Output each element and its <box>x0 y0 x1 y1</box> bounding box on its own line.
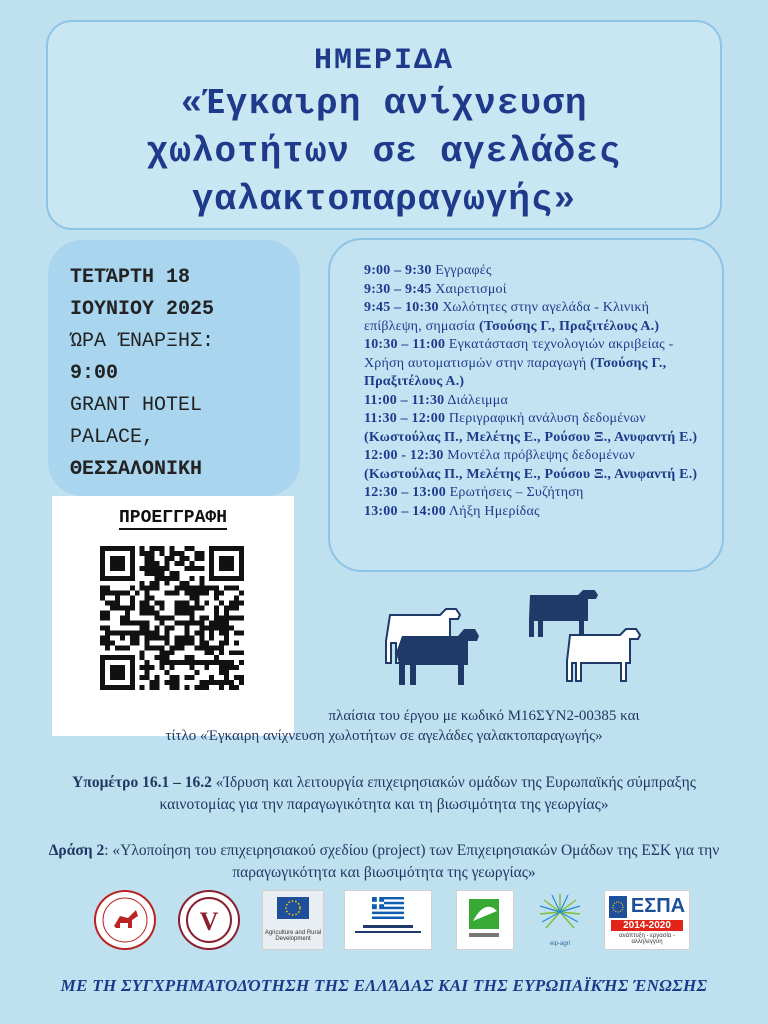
espa-tagline: ανάπτυξη - εργασία - αλληλεγγύη <box>619 933 675 945</box>
espa-logo <box>604 890 690 950</box>
eip-agri-logo <box>534 890 586 950</box>
university-thessaly-logo <box>94 890 156 950</box>
submeasure-text: «Ίδρυση και λειτουργία επιχειρησιακών ομάδων της Ευρωπαϊκής σύμπραξης καινοτομίας για την παραγωγικότητα και τη βιωσιμότητα της γεωργίας» <box>159 774 696 813</box>
event-day: ΤΕΤΆΡΤΗ 18 <box>70 266 191 289</box>
cow-outline-icon <box>567 629 640 681</box>
venue-line1: GRANT HOTEL <box>70 394 203 417</box>
espa-title: ΕΣΠΑ <box>630 895 686 917</box>
project-info <box>40 706 728 746</box>
espa-years: 2014-2020 <box>611 920 683 931</box>
event-title-line2: χωλοτήτων σε αγελάδες <box>146 131 622 172</box>
project-line1: πλαίσια του έργου με κωδικό Μ16ΣΥΝ2-00385 και <box>328 708 640 724</box>
schedule-item: 11:30 – 12:00 Περιγραφική ανάλυση δεδομένων (Κωστούλας Π., Μελέτης Ε., Ρούσου Ξ., Ανυφαντή Ε.) <box>364 411 698 445</box>
start-time: 9:00 <box>70 362 119 385</box>
eip-agri-text: eip-agri <box>549 941 570 947</box>
schedule-item: 9:00 – 9:30 Εγγραφές <box>364 263 492 278</box>
schedule-item: 12:30 – 13:00 Ερωτήσεις – Συζήτηση <box>364 485 584 500</box>
action-label: Δράση 2 <box>48 842 105 859</box>
eu-agriculture-text: Agriculture and Rural Development <box>264 930 322 942</box>
veterinary-school-logo <box>178 890 240 950</box>
date-venue-box <box>48 240 300 496</box>
rural-development-programme-logo <box>456 890 514 950</box>
registration-panel <box>52 496 294 736</box>
event-heading: ΗΜΕΡΙΔΑ <box>313 44 455 78</box>
event-month-year: ΙΟΥΝΙΟΥ 2025 <box>70 298 215 321</box>
hellenic-ministry-logo <box>344 890 432 950</box>
project-line2: τίτλο «Έγκαιρη ανίχνευση χωλοτήτων σε αγελάδες γαλακτοπαραγωγής» <box>165 728 603 744</box>
cofinancing-footer: ΜΕ ΤΗ ΣΥΓΧΡΗΜΑΤΟΔΌΤΗΣΗ ΤΗΣ ΕΛΛΆΔΑΣ ΚΑΙ ΤΗΣ ΕΥΡΩΠΑΪΚΉΣ ΈΝΩΣΗΣ <box>60 976 708 995</box>
schedule-item: 13:00 – 14:00 Λήξη Ημερίδας <box>364 503 540 519</box>
schedule-item: 12:00 - 12:30 Μοντέλα πρόβλεψης δεδομένων (Κωστούλας Π., Μελέτης Ε., Ρούσου Ξ., Ανυφαντή Ε.) <box>364 448 698 482</box>
registration-label: ΠΡΟΕΓΓΡΑΦΗ <box>118 508 228 528</box>
svg-text:V: V <box>199 907 219 936</box>
eu-flag-icon <box>609 896 627 918</box>
submeasure-label: Υπομέτρο 16.1 – 16.2 <box>72 774 212 791</box>
cow-filled-icon <box>529 590 598 637</box>
cows-illustration <box>380 590 650 690</box>
schedule-item: 9:30 – 9:45 Χαιρετισμοί <box>364 281 507 297</box>
event-title-line1: «Έγκαιρη ανίχνευση <box>180 83 588 124</box>
registration-qr-code[interactable] <box>100 546 244 690</box>
eu-agriculture-logo <box>262 890 324 950</box>
schedule-item: 11:00 – 11:30 Διάλειμμα <box>364 392 509 408</box>
event-title-line3: γαλακτοπαραγωγής» <box>191 179 577 220</box>
cow-filled-icon <box>396 629 479 685</box>
schedule-box <box>328 238 724 572</box>
action-text: : «Υλοποίηση του επιχειρησιακού σχεδίου (project) των Επιχειρησιακών Ομάδων της ΕΣΚ για την παραγωγικότητα και βιωσιμότητα της γεωργίας» <box>104 842 720 881</box>
venue-line2: PALACE, <box>70 426 155 449</box>
schedule-item: 9:45 – 10:30 Χωλότητες στην αγελάδα - Κλινική επίβλεψη, σημασία (Τσούσης Γ., Πραξιτέλους Α.) <box>364 300 660 334</box>
event-title-box <box>46 20 722 230</box>
action-info <box>40 840 728 884</box>
start-label: ΏΡΑ ΈΝΑΡΞΗΣ: <box>70 330 215 353</box>
submeasure-info <box>40 772 728 816</box>
schedule-item: 10:30 – 11:00 Εγκατάσταση τεχνολογιών ακριβείας - Χρήση αυτοματισμών στην παραγωγή (Τσούσης Γ., Πραξιτέλους Α.) <box>364 337 674 389</box>
venue-city: ΘΕΣΣΑΛΟΝΙΚΗ <box>70 458 203 481</box>
sponsor-logos <box>90 890 690 952</box>
